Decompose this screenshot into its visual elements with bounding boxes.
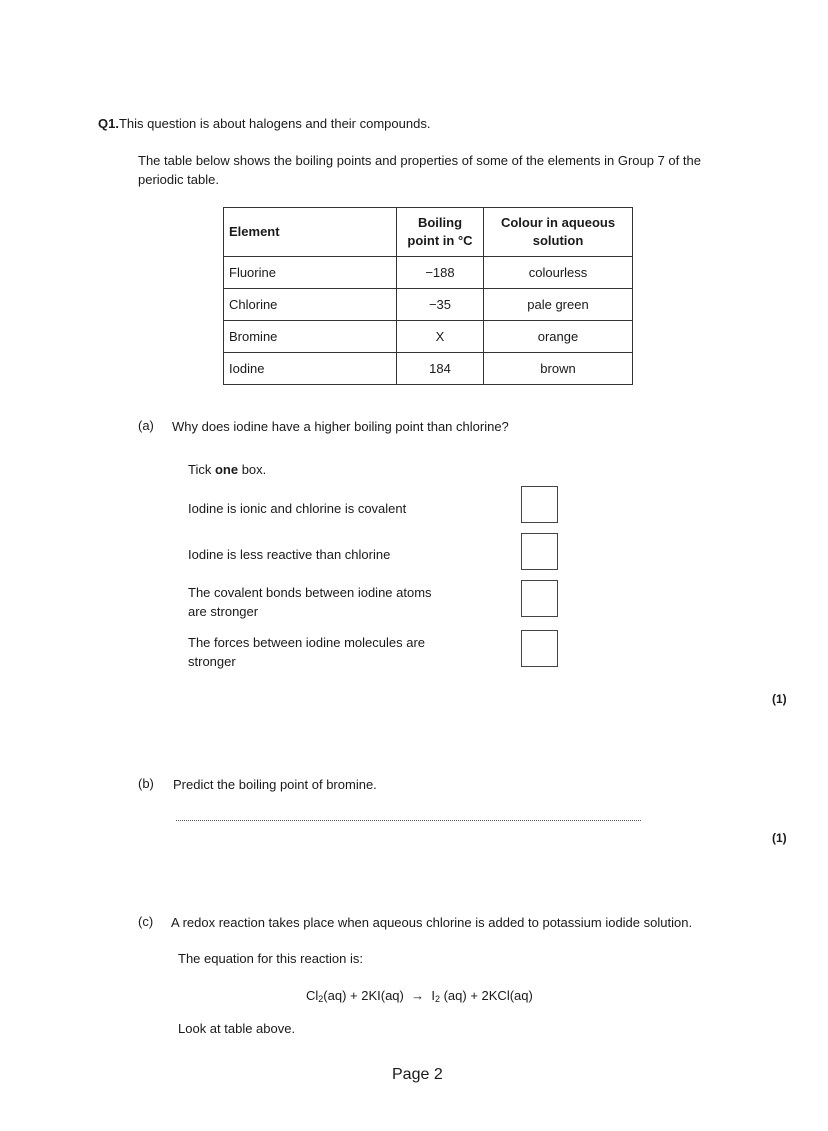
part-c-question: A redox reaction takes place when aqueous chlorine is added to potassium iodide solution. — [171, 915, 693, 930]
table-row — [224, 321, 633, 353]
eq-cl-state: (aq) + 2KI(aq) — [323, 988, 404, 1003]
option-3-text — [188, 583, 432, 621]
cell-colour: orange — [484, 321, 633, 353]
eq-cl: Cl — [306, 988, 319, 1003]
eq-i-state: (aq) + 2KCl(aq) — [439, 988, 533, 1003]
header-colour — [484, 208, 633, 257]
question-number: Q1. — [98, 116, 119, 131]
cell-boiling: X — [397, 321, 484, 353]
option-4-line2: stronger — [188, 654, 236, 669]
arrow-icon: → — [411, 988, 425, 1003]
part-b-marks: (1) — [772, 831, 787, 845]
cell-element: Bromine — [224, 321, 397, 353]
header-element: Element — [224, 208, 397, 257]
tick-instruction-suffix: box. — [238, 462, 267, 477]
eq-i: I — [431, 988, 435, 1003]
cell-colour: colourless — [484, 257, 633, 289]
equation-intro: The equation for this reaction is: — [178, 951, 363, 966]
halogen-table — [223, 207, 633, 385]
cell-boiling: 184 — [397, 353, 484, 385]
eq-cl-sub: 2 — [318, 994, 324, 1004]
cell-colour: pale green — [484, 289, 633, 321]
header-colour-line2: solution — [532, 233, 584, 248]
part-c-label: (c) — [138, 914, 154, 929]
table-row — [224, 353, 633, 385]
cell-element: Fluorine — [224, 257, 397, 289]
header-colour-line1: Colour in aqueous — [500, 215, 616, 230]
question-intro: The table below shows the boiling points and properties of some of the elements in Group 7 of the periodic table. — [138, 153, 701, 187]
option-2-text: Iodine is less reactive than chlorine — [188, 547, 391, 562]
part-a-marks: (1) — [772, 692, 787, 706]
cell-colour: brown — [484, 353, 633, 385]
page-number: Page 2 — [392, 1066, 443, 1083]
option-3-checkbox[interactable] — [521, 580, 558, 617]
cell-element: Iodine — [224, 353, 397, 385]
cell-boiling: −35 — [397, 289, 484, 321]
option-3-line2: are stronger — [188, 604, 259, 619]
tick-instruction-bold: one — [214, 462, 239, 477]
option-4-text — [188, 633, 425, 671]
cell-boiling: −188 — [397, 257, 484, 289]
part-a-question: Why does iodine have a higher boiling point than chlorine? — [172, 419, 509, 434]
chemical-equation — [306, 986, 533, 1009]
table-row — [224, 289, 633, 321]
header-boiling-line2: point in °C — [407, 233, 473, 248]
header-boiling-point — [397, 208, 484, 257]
option-4-line1: The forces between iodine molecules are — [188, 635, 426, 650]
part-a-label: (a) — [138, 418, 154, 433]
tick-instruction — [188, 460, 266, 479]
table-row — [224, 257, 633, 289]
option-1-text: Iodine is ionic and chlorine is covalent — [188, 501, 407, 516]
eq-i-sub: 2 — [434, 994, 440, 1004]
tick-instruction-prefix: Tick — [188, 462, 215, 477]
cell-element: Chlorine — [224, 289, 397, 321]
part-b-label: (b) — [138, 776, 154, 791]
option-4-checkbox[interactable] — [521, 630, 558, 667]
option-1-checkbox[interactable] — [521, 486, 558, 523]
question-title-text: This question is about halogens and their compounds. — [118, 116, 431, 131]
option-3-line1: The covalent bonds between iodine atoms — [188, 585, 432, 600]
question-title — [98, 116, 430, 131]
header-boiling-line1: Boiling — [417, 215, 463, 230]
answer-line[interactable] — [176, 812, 641, 821]
look-at-table: Look at table above. — [178, 1021, 296, 1036]
table-header-row — [224, 208, 633, 257]
part-b-question: Predict the boiling point of bromine. — [173, 777, 377, 792]
option-2-checkbox[interactable] — [521, 533, 558, 570]
